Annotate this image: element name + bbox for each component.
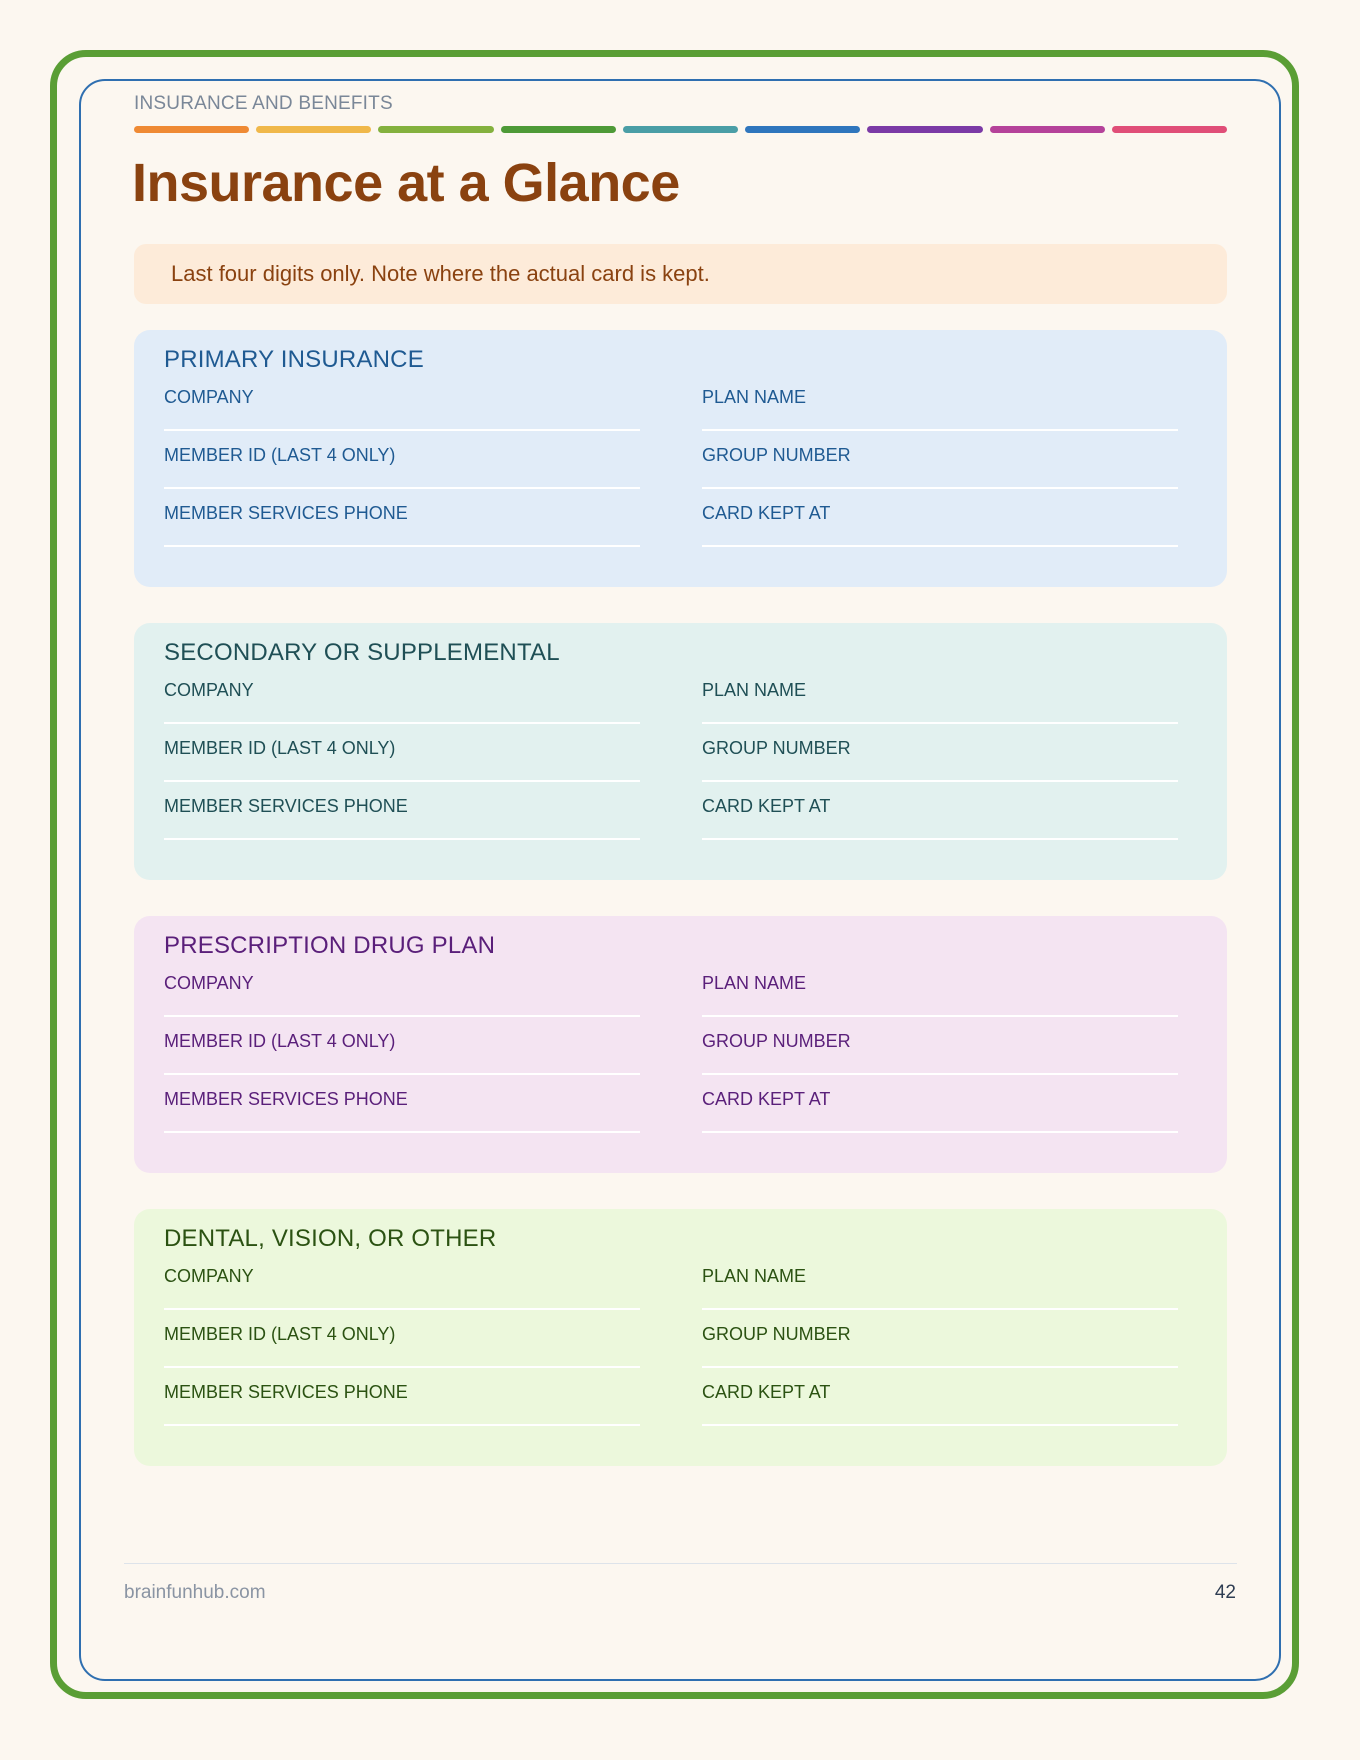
card-primary-insurance <box>134 330 1227 587</box>
field-plan-name[interactable] <box>702 666 1178 724</box>
field-label: CARD KEPT AT <box>702 1089 831 1109</box>
rainbow-segment <box>1112 126 1227 133</box>
card-dental-vision-other <box>134 1209 1227 1466</box>
card-title: SECONDARY OR SUPPLEMENTAL <box>164 639 560 666</box>
rainbow-segment <box>378 126 493 133</box>
field-label: MEMBER SERVICES PHONE <box>164 1382 408 1402</box>
rainbow-segment <box>867 126 982 133</box>
field-member-id[interactable] <box>164 724 640 782</box>
field-label: MEMBER ID (LAST 4 ONLY) <box>164 1324 396 1344</box>
rainbow-segment <box>256 126 371 133</box>
rainbow-segment <box>134 126 249 133</box>
field-member-services-phone[interactable] <box>164 489 640 547</box>
card-prescription-drug-plan <box>134 916 1227 1173</box>
field-label: MEMBER SERVICES PHONE <box>164 796 408 816</box>
field-label: CARD KEPT AT <box>702 1382 831 1402</box>
field-label: PLAN NAME <box>702 680 807 700</box>
card-secondary-supplemental <box>134 623 1227 880</box>
field-label: CARD KEPT AT <box>702 796 831 816</box>
field-label: GROUP NUMBER <box>702 1324 851 1344</box>
rainbow-segment <box>623 126 738 133</box>
field-label: PLAN NAME <box>702 1266 807 1286</box>
field-card-kept-at[interactable] <box>702 782 1178 840</box>
field-company[interactable] <box>164 959 640 1017</box>
field-member-id[interactable] <box>164 1017 640 1075</box>
instruction-note: Last four digits only. Note where the actual card is kept. <box>134 244 1227 304</box>
footer-site[interactable]: brainfunhub.com <box>124 1582 266 1603</box>
page-number: 42 <box>1214 1582 1236 1603</box>
field-company[interactable] <box>164 666 640 724</box>
field-member-services-phone[interactable] <box>164 1075 640 1133</box>
field-group-number[interactable] <box>702 1017 1178 1075</box>
field-company[interactable] <box>164 1252 640 1310</box>
rainbow-segment <box>501 126 616 133</box>
field-label: MEMBER ID (LAST 4 ONLY) <box>164 445 396 465</box>
field-plan-name[interactable] <box>702 373 1178 431</box>
field-plan-name[interactable] <box>702 959 1178 1017</box>
field-label: COMPANY <box>164 973 254 993</box>
field-label: GROUP NUMBER <box>702 738 851 758</box>
field-group-number[interactable] <box>702 1310 1178 1368</box>
section-label: INSURANCE AND BENEFITS <box>134 93 393 114</box>
rainbow-divider <box>134 126 1227 133</box>
rainbow-segment <box>990 126 1105 133</box>
footer-divider <box>124 1563 1237 1564</box>
card-title: DENTAL, VISION, OR OTHER <box>164 1225 497 1252</box>
field-label: GROUP NUMBER <box>702 1031 851 1051</box>
field-group-number[interactable] <box>702 724 1178 782</box>
field-label: PLAN NAME <box>702 387 807 407</box>
field-card-kept-at[interactable] <box>702 1368 1178 1426</box>
field-label: COMPANY <box>164 1266 254 1286</box>
field-member-services-phone[interactable] <box>164 782 640 840</box>
rainbow-segment <box>745 126 860 133</box>
field-label: MEMBER SERVICES PHONE <box>164 1089 408 1109</box>
field-label: MEMBER ID (LAST 4 ONLY) <box>164 1031 396 1051</box>
field-card-kept-at[interactable] <box>702 489 1178 547</box>
page-title: Insurance at a Glance <box>132 153 680 213</box>
card-title: PRIMARY INSURANCE <box>164 346 424 373</box>
card-title: PRESCRIPTION DRUG PLAN <box>164 932 496 959</box>
field-label: MEMBER SERVICES PHONE <box>164 503 408 523</box>
field-member-id[interactable] <box>164 431 640 489</box>
field-group-number[interactable] <box>702 431 1178 489</box>
field-member-services-phone[interactable] <box>164 1368 640 1426</box>
field-plan-name[interactable] <box>702 1252 1178 1310</box>
field-label: CARD KEPT AT <box>702 503 831 523</box>
field-label: GROUP NUMBER <box>702 445 851 465</box>
field-member-id[interactable] <box>164 1310 640 1368</box>
field-label: PLAN NAME <box>702 973 807 993</box>
field-label: MEMBER ID (LAST 4 ONLY) <box>164 738 396 758</box>
field-card-kept-at[interactable] <box>702 1075 1178 1133</box>
field-label: COMPANY <box>164 387 254 407</box>
field-label: COMPANY <box>164 680 254 700</box>
field-company[interactable] <box>164 373 640 431</box>
